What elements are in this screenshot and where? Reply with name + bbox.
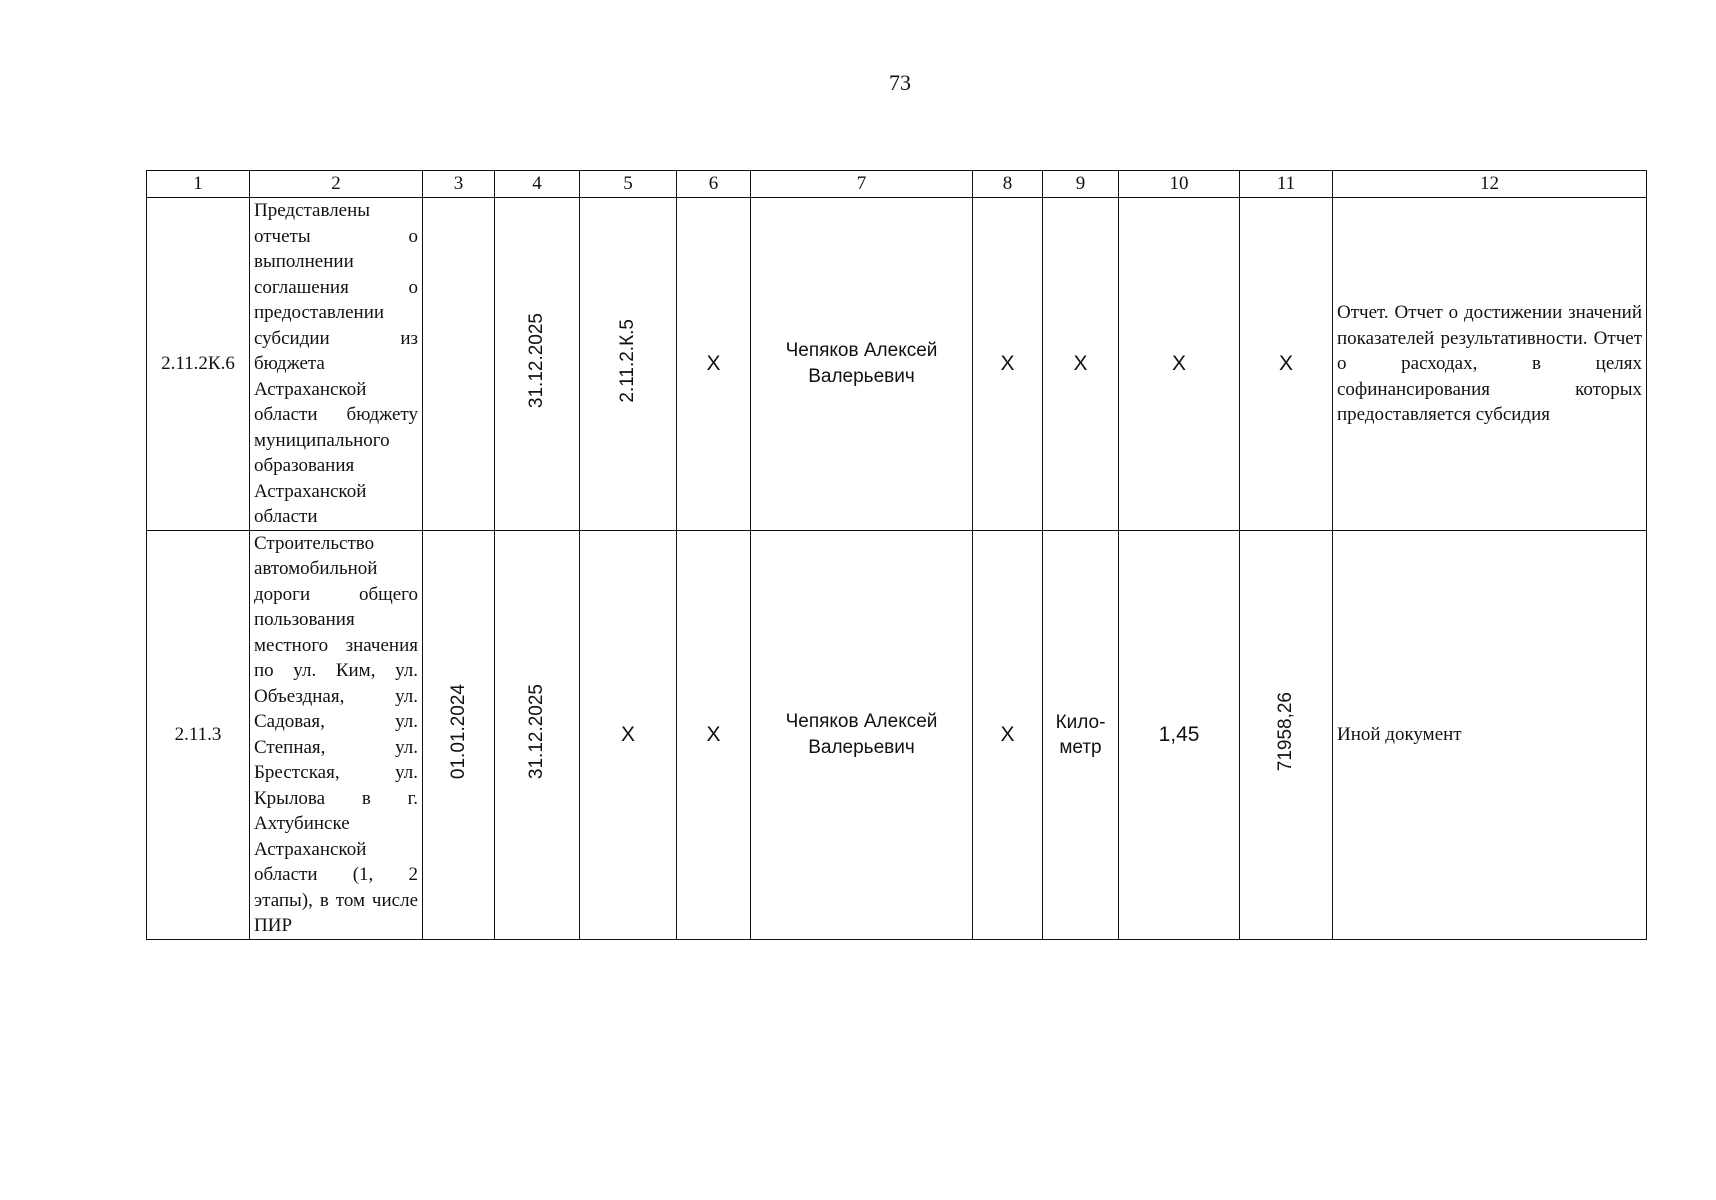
row-value: Х (1119, 198, 1240, 531)
plan-table (146, 170, 1647, 940)
end-date-text: 31.12.2025 (526, 683, 547, 780)
col-header-6: 6 (677, 171, 751, 198)
col-header-7: 7 (751, 171, 973, 198)
row-col8: Х (973, 198, 1043, 531)
row-description: Представлены отчеты о выполнении соглашения о предоставлении субсидии из бюджета Астраханской области бюджету муниципального образования Астраханской области (250, 198, 423, 531)
row-document: Отчет. Отчет о достижении значений показателей результативности. Отчет о расходах, в целях софинансирования которых предоставляется субсидия (1333, 198, 1647, 531)
table-row (147, 530, 1647, 939)
col-header-2: 2 (250, 171, 423, 198)
start-date-text: 01.01.2024 (447, 683, 469, 780)
page-number: 73 (889, 70, 911, 95)
row-col8: Х (973, 530, 1043, 939)
row-start-date (423, 198, 495, 531)
row-code: 2.11.2К.6 (147, 198, 250, 531)
row-code: 2.11.3 (147, 530, 250, 939)
row-col6: Х (677, 530, 751, 939)
col-header-5: 5 (580, 171, 677, 198)
col-header-1: 1 (147, 171, 250, 198)
row-responsible: Чепяков Алексей Валерьевич (751, 530, 973, 939)
row-predecessor: Х (580, 530, 677, 939)
row-unit: Кило-метр (1043, 530, 1119, 939)
amount-text: 71958,26 (1275, 691, 1296, 772)
col-header-12: 12 (1333, 171, 1647, 198)
table-row (147, 198, 1647, 531)
col-header-4: 4 (495, 171, 580, 198)
row-amount: Х (1240, 198, 1333, 531)
col-header-8: 8 (973, 171, 1043, 198)
row-unit: Х (1043, 198, 1119, 531)
row-predecessor (580, 198, 677, 531)
predecessor-text: 2.11.2.К.5 (617, 318, 638, 403)
row-end-date (495, 530, 580, 939)
table-header-row (147, 171, 1647, 198)
row-amount (1240, 530, 1333, 939)
col-header-9: 9 (1043, 171, 1119, 198)
end-date-text: 31.12.2025 (526, 313, 547, 409)
row-responsible: Чепяков Алексей Валерьевич (751, 198, 973, 531)
row-document: Иной документ (1333, 530, 1647, 939)
row-end-date (495, 198, 580, 531)
row-description: Строительство автомобильной дороги общего пользования местного значения по ул. Ким, ул. Объездная, ул. Садовая, ул. Степная, ул. Брестская, ул. Крылова в г. Ахтубинске Астраханской области (1, 2 этапы), в том числе ПИР (250, 530, 423, 939)
col-header-10: 10 (1119, 171, 1240, 198)
col-header-3: 3 (423, 171, 495, 198)
row-col6: Х (677, 198, 751, 531)
col-header-11: 11 (1240, 171, 1333, 198)
row-value: 1,45 (1119, 530, 1240, 939)
row-start-date (423, 530, 495, 939)
